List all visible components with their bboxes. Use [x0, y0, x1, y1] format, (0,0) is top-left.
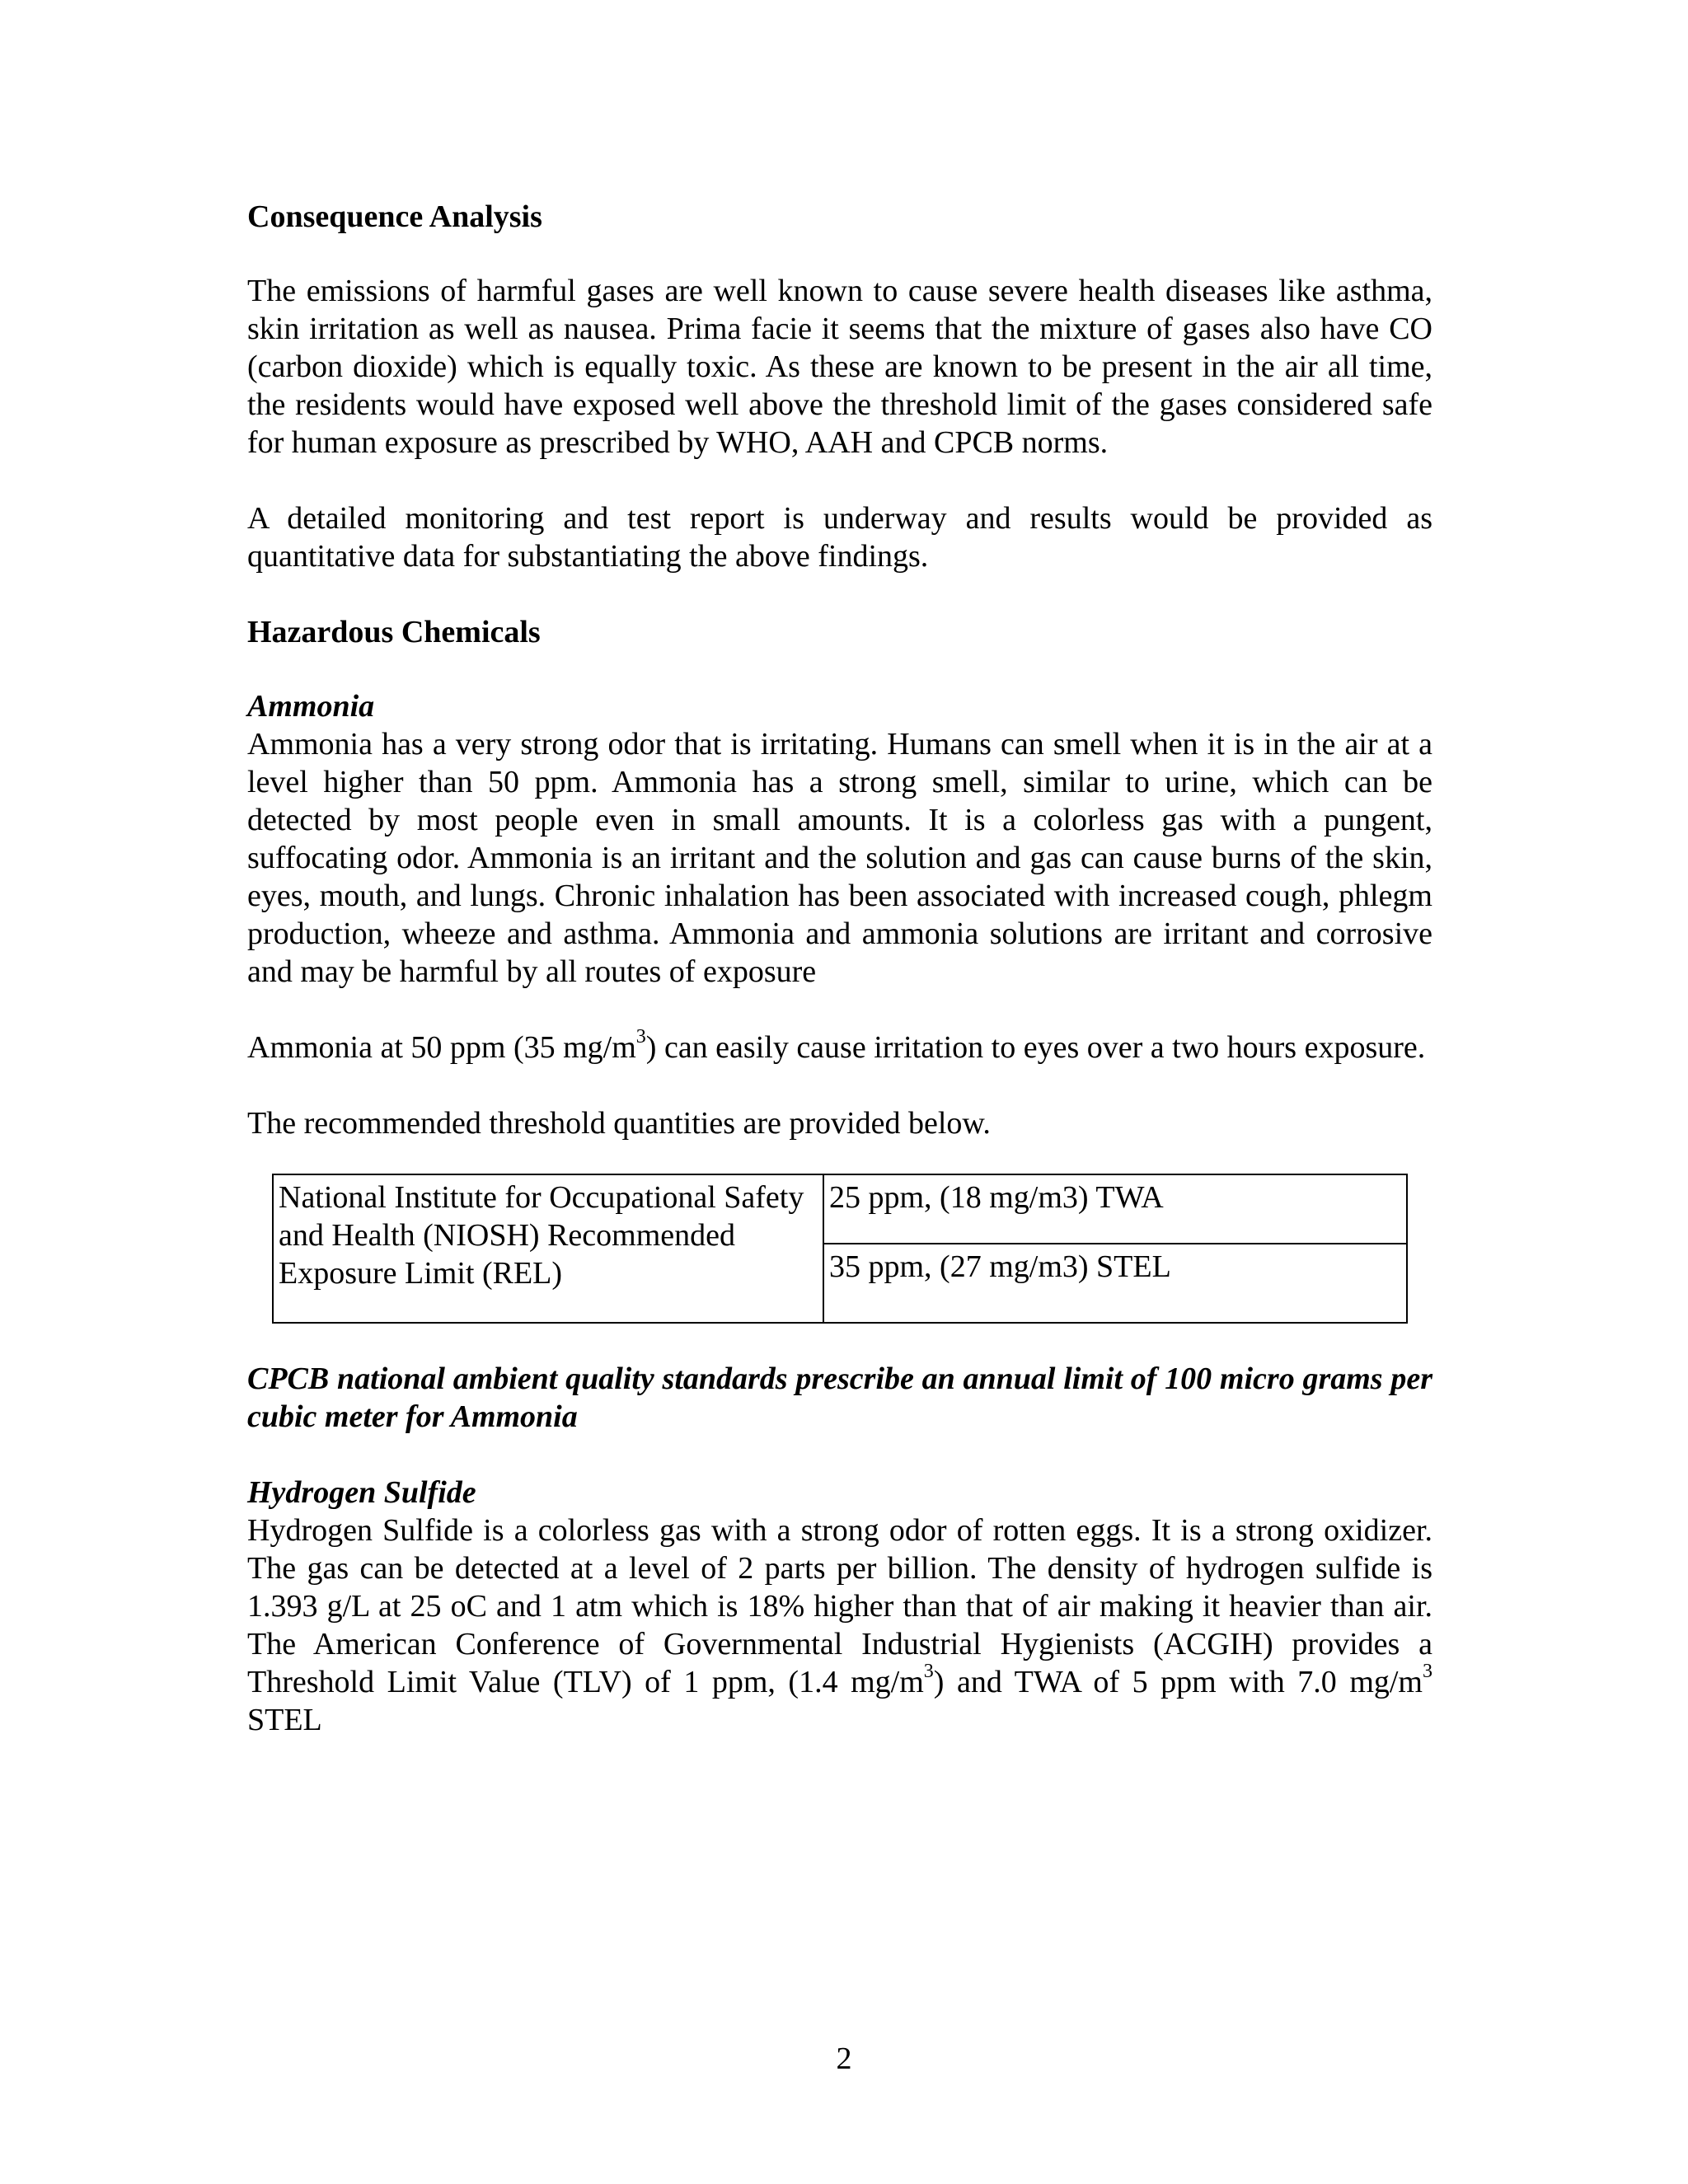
ammonia-paragraph-2: [247, 1026, 1432, 1066]
ammonia-paragraph-2-text-b: ) can easily cause irritation to eyes over a two hours exposure.: [645, 1030, 1426, 1065]
table-cell-stel: 35 ppm, (27 mg/m3) STEL: [823, 1244, 1407, 1323]
page-number: 2: [836, 2041, 852, 2076]
exposure-limits-table: [272, 1174, 1408, 1324]
table-cell-agency: National Institute for Occupational Safety and Health (NIOSH) Recommended Exposure Limit (REL): [273, 1174, 823, 1323]
table-row: [273, 1174, 1407, 1244]
table-cell-twa: 25 ppm, (18 mg/m3) TWA: [823, 1174, 1407, 1244]
h2s-superscript-2: 3: [1423, 1661, 1432, 1683]
ammonia-paragraph-1: Ammonia has a very strong odor that is irritating. Humans can smell when it is in the air at a level higher than 50 ppm. Ammonia has a strong smell, similar to urine, which can be detected by most people even in small amounts. It is a colorless gas with a pungent, suffocating odor. Ammonia is an irritant and the solution and gas can cause burns of the skin, eyes, mouth, and lungs. Chronic inhalation has been associated with increased cough, phlegm production, wheeze and asthma. Ammonia and ammonia solutions are irritant and corrosive and may be harmful by all routes of exposure: [247, 727, 1432, 989]
hazardous-chemicals-heading: Hazardous Chemicals: [247, 615, 541, 649]
h2s-superscript-1: 3: [923, 1661, 934, 1683]
hydrogen-sulfide-heading: Hydrogen Sulfide: [247, 1475, 476, 1510]
consequence-paragraph-1: The emissions of harmful gases are well known to cause severe health diseases like asthma, skin irritation as well as nausea. Prima facie it seems that the mixture of gases also have CO (carbon dioxide) which is equally toxic. As these are known to be present in the air all time, the residents would have exposed well above the threshold limit of the gases considered safe for human exposure as prescribed by WHO, AAH and CPCB norms.: [247, 274, 1432, 460]
consequence-paragraph-2: A detailed monitoring and test report is underway and results would be provided as quantitative data for substantiating the above findings.: [247, 501, 1432, 574]
ammonia-paragraph-3: The recommended threshold quantities are provided below.: [247, 1106, 991, 1141]
consequence-analysis-heading: Consequence Analysis: [247, 199, 542, 234]
h2s-text-part-2: ) and TWA of 5 ppm with 7.0 mg/m: [933, 1665, 1423, 1699]
cpcb-ammonia-note: CPCB national ambient quality standards prescribe an annual limit of 100 micro grams per cubic meter for Ammonia: [247, 1361, 1432, 1434]
h2s-text-part-1: Hydrogen Sulfide is a colorless gas with a strong odor of rotten eggs. It is a strong oxidizer. The gas can be detected at a level of 2 parts per billion. The density of hydrogen sulfide is 1.393 g/L at 25 oC and 1 atm which is 18% higher than that of air making it heavier than air. The American Conference of Governmental Industrial Hygienists (ACGIH) provides a Threshold Limit Value (TLV) of 1 ppm, (1.4 mg/m: [247, 1513, 1432, 1699]
hydrogen-sulfide-paragraph: [247, 1511, 1432, 1739]
h2s-text-part-3: STEL: [247, 1703, 322, 1737]
ammonia-paragraph-2-superscript: 3: [635, 1026, 646, 1048]
ammonia-heading: Ammonia: [247, 689, 375, 724]
page-content: [247, 198, 1432, 1739]
ammonia-paragraph-2-text-a: Ammonia at 50 ppm (35 mg/m: [247, 1030, 636, 1065]
